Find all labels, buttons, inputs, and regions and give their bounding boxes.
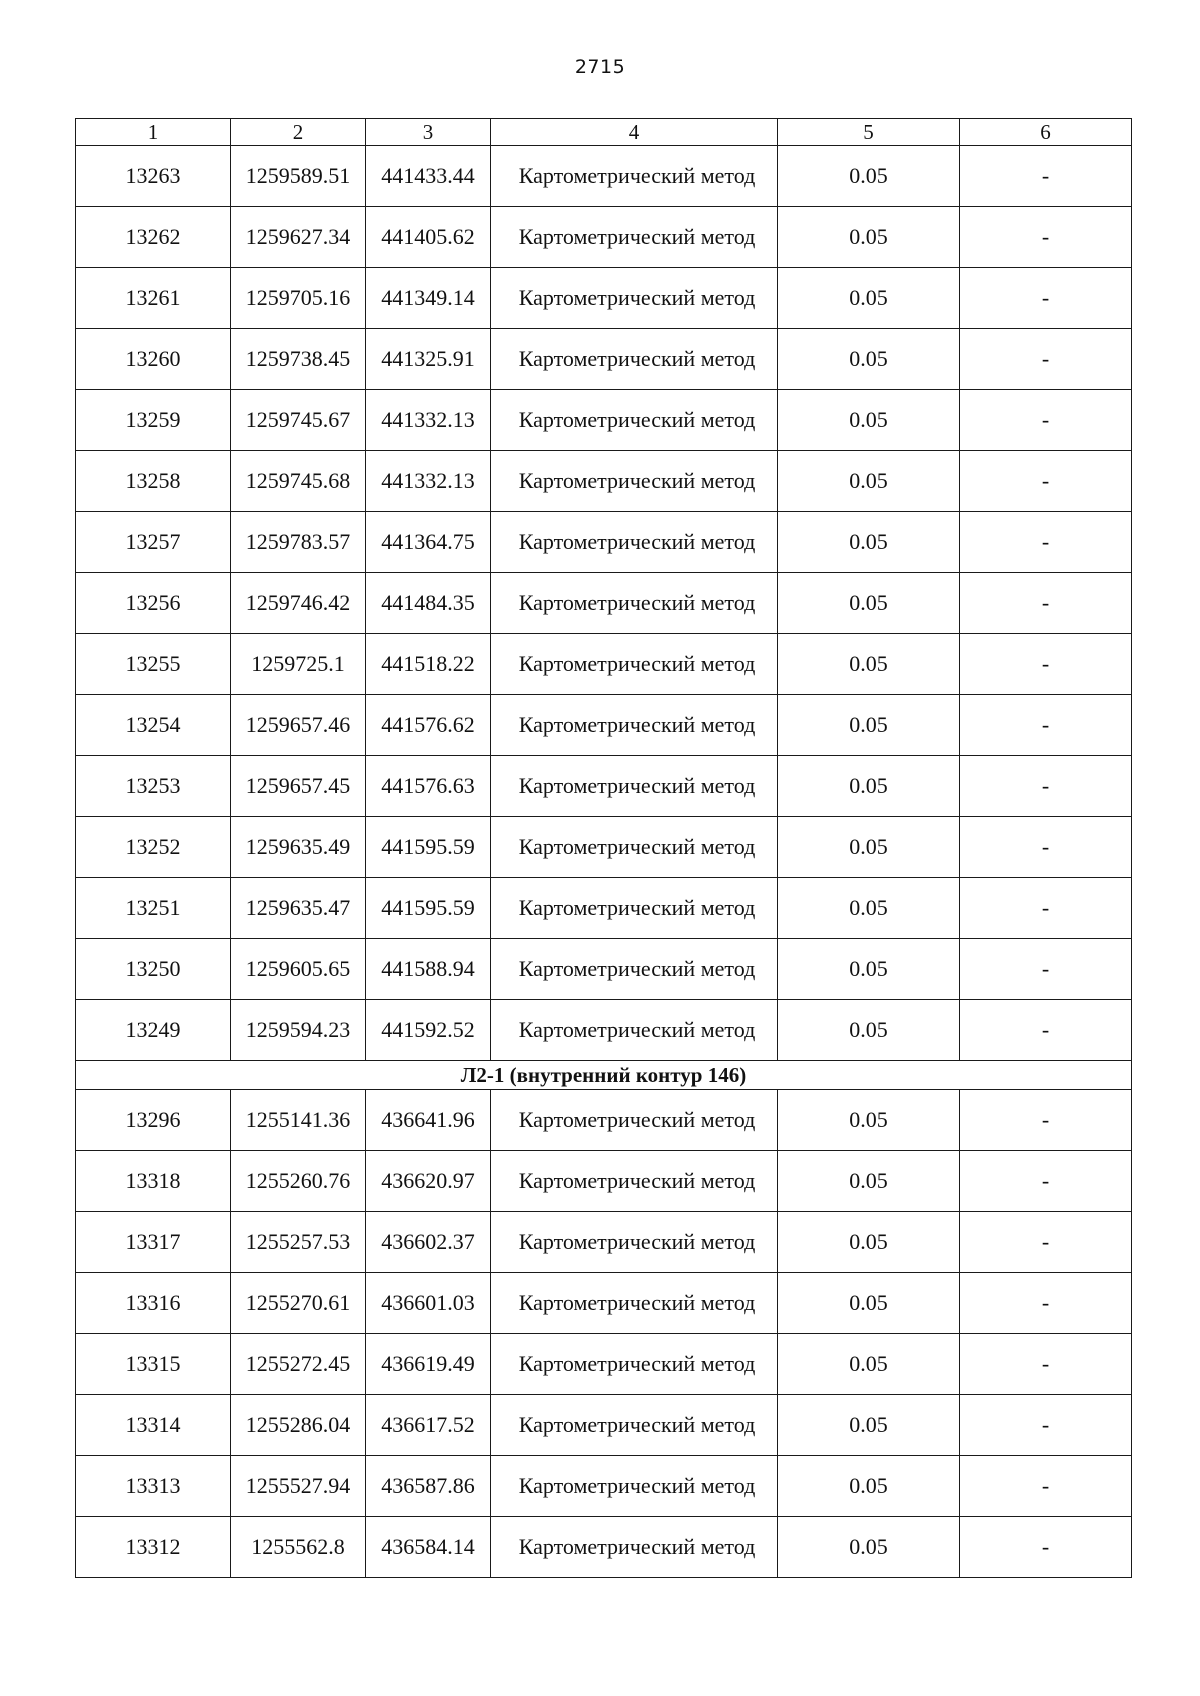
table-cell-col-5: 0.05 (778, 1517, 960, 1578)
table-cell-col-2: 1259705.16 (231, 268, 366, 329)
column-header: 3 (366, 119, 491, 146)
table-cell-col-6: - (960, 512, 1132, 573)
table-cell-col-2: 1259605.65 (231, 939, 366, 1000)
table-row (76, 1212, 1132, 1273)
table-cell-col-5: 0.05 (778, 1151, 960, 1212)
table-cell-col-1: 13316 (76, 1273, 231, 1334)
table-cell-col-3: 441405.62 (366, 207, 491, 268)
table-cell-col-2: 1259746.42 (231, 573, 366, 634)
table-cell-col-5: 0.05 (778, 1000, 960, 1061)
table-row (76, 268, 1132, 329)
table-cell-col-1: 13255 (76, 634, 231, 695)
table-cell-col-4: Картометрический метод (491, 573, 778, 634)
table-cell-col-6: - (960, 1395, 1132, 1456)
table-cell-col-3: 441576.62 (366, 695, 491, 756)
table-cell-col-4: Картометрический метод (491, 634, 778, 695)
table-header-row (76, 119, 1132, 146)
table-cell-col-2: 1259745.68 (231, 451, 366, 512)
table-cell-col-4: Картометрический метод (491, 1395, 778, 1456)
table-cell-col-2: 1259783.57 (231, 512, 366, 573)
table-body-lower (76, 1090, 1132, 1578)
table-cell-col-6: - (960, 573, 1132, 634)
table-row (76, 878, 1132, 939)
table-cell-col-2: 1255260.76 (231, 1151, 366, 1212)
table-cell-col-5: 0.05 (778, 939, 960, 1000)
table-cell-col-3: 441349.14 (366, 268, 491, 329)
table-cell-col-6: - (960, 1090, 1132, 1151)
table-cell-col-5: 0.05 (778, 634, 960, 695)
table-row (76, 1334, 1132, 1395)
table-row (76, 1090, 1132, 1151)
table-section (76, 1061, 1132, 1090)
table-body-upper (76, 146, 1132, 1061)
table-cell-col-2: 1259657.45 (231, 756, 366, 817)
table-cell-col-1: 13253 (76, 756, 231, 817)
table-cell-col-1: 13314 (76, 1395, 231, 1456)
table-cell-col-6: - (960, 146, 1132, 207)
column-header: 4 (491, 119, 778, 146)
table-row (76, 634, 1132, 695)
table-cell-col-3: 441518.22 (366, 634, 491, 695)
table-cell-col-1: 13296 (76, 1090, 231, 1151)
table-cell-col-3: 436601.03 (366, 1273, 491, 1334)
table-cell-col-6: - (960, 390, 1132, 451)
table-cell-col-2: 1259589.51 (231, 146, 366, 207)
table-cell-col-4: Картометрический метод (491, 1151, 778, 1212)
table-row (76, 1517, 1132, 1578)
table-cell-col-4: Картометрический метод (491, 329, 778, 390)
table-cell-col-6: - (960, 756, 1132, 817)
table-cell-col-6: - (960, 329, 1132, 390)
table-cell-col-5: 0.05 (778, 1273, 960, 1334)
table-cell-col-2: 1255562.8 (231, 1517, 366, 1578)
table-cell-col-3: 441576.63 (366, 756, 491, 817)
table-cell-col-1: 13257 (76, 512, 231, 573)
table-cell-col-6: - (960, 1151, 1132, 1212)
table-cell-col-1: 13260 (76, 329, 231, 390)
table-cell-col-5: 0.05 (778, 146, 960, 207)
table-cell-col-4: Картометрический метод (491, 1456, 778, 1517)
table-cell-col-5: 0.05 (778, 1395, 960, 1456)
table-cell-col-3: 441433.44 (366, 146, 491, 207)
table-cell-col-5: 0.05 (778, 695, 960, 756)
table-cell-col-5: 0.05 (778, 390, 960, 451)
table-cell-col-6: - (960, 634, 1132, 695)
column-header: 1 (76, 119, 231, 146)
table-cell-col-3: 436619.49 (366, 1334, 491, 1395)
table-cell-col-2: 1259627.34 (231, 207, 366, 268)
table-cell-col-1: 13256 (76, 573, 231, 634)
table-cell-col-1: 13250 (76, 939, 231, 1000)
table-row (76, 756, 1132, 817)
table-cell-col-2: 1259635.47 (231, 878, 366, 939)
table-row (76, 390, 1132, 451)
table-row (76, 451, 1132, 512)
table-cell-col-5: 0.05 (778, 1090, 960, 1151)
table-cell-col-5: 0.05 (778, 268, 960, 329)
table-cell-col-5: 0.05 (778, 1334, 960, 1395)
table-cell-col-3: 441592.52 (366, 1000, 491, 1061)
table-row (76, 207, 1132, 268)
table-cell-col-1: 13318 (76, 1151, 231, 1212)
table-cell-col-4: Картометрический метод (491, 1212, 778, 1273)
table-cell-col-2: 1255141.36 (231, 1090, 366, 1151)
table-cell-col-6: - (960, 1517, 1132, 1578)
table-cell-col-5: 0.05 (778, 756, 960, 817)
table-cell-col-6: - (960, 1212, 1132, 1273)
column-header: 6 (960, 119, 1132, 146)
table-cell-col-4: Картометрический метод (491, 146, 778, 207)
table-cell-col-1: 13249 (76, 1000, 231, 1061)
table-cell-col-6: - (960, 1273, 1132, 1334)
table-row (76, 512, 1132, 573)
table-cell-col-4: Картометрический метод (491, 939, 778, 1000)
table-cell-col-4: Картометрический метод (491, 268, 778, 329)
table-cell-col-6: - (960, 451, 1132, 512)
table-cell-col-4: Картометрический метод (491, 817, 778, 878)
table-cell-col-2: 1259745.67 (231, 390, 366, 451)
table-row (76, 1273, 1132, 1334)
table-cell-col-1: 13263 (76, 146, 231, 207)
table-cell-col-6: - (960, 1456, 1132, 1517)
table-cell-col-1: 13315 (76, 1334, 231, 1395)
table-row (76, 1456, 1132, 1517)
table-cell-col-4: Картометрический метод (491, 1334, 778, 1395)
table-cell-col-5: 0.05 (778, 817, 960, 878)
table-cell-col-4: Картометрический метод (491, 695, 778, 756)
page-number: 2715 (574, 56, 626, 78)
column-header: 2 (231, 119, 366, 146)
table-cell-col-2: 1259594.23 (231, 1000, 366, 1061)
table-cell-col-3: 441595.59 (366, 878, 491, 939)
section-row (76, 1061, 1132, 1090)
table-cell-col-3: 436584.14 (366, 1517, 491, 1578)
table-cell-col-6: - (960, 1000, 1132, 1061)
table-cell-col-1: 13313 (76, 1456, 231, 1517)
table-cell-col-1: 13251 (76, 878, 231, 939)
table-cell-col-2: 1255257.53 (231, 1212, 366, 1273)
table-cell-col-4: Картометрический метод (491, 1273, 778, 1334)
section-title: Л2-1 (внутренний контур 146) (76, 1061, 1132, 1090)
table-cell-col-4: Картометрический метод (491, 1090, 778, 1151)
table-row (76, 1151, 1132, 1212)
table-cell-col-4: Картометрический метод (491, 512, 778, 573)
table-cell-col-5: 0.05 (778, 878, 960, 939)
table-cell-col-2: 1259738.45 (231, 329, 366, 390)
table-cell-col-3: 436587.86 (366, 1456, 491, 1517)
table-cell-col-2: 1255527.94 (231, 1456, 366, 1517)
table-cell-col-3: 436641.96 (366, 1090, 491, 1151)
table-cell-col-3: 441364.75 (366, 512, 491, 573)
table-cell-col-1: 13252 (76, 817, 231, 878)
table-cell-col-4: Картометрический метод (491, 390, 778, 451)
table-cell-col-4: Картометрический метод (491, 207, 778, 268)
table-row (76, 573, 1132, 634)
table-cell-col-4: Картометрический метод (491, 1000, 778, 1061)
table-row (76, 1395, 1132, 1456)
table-cell-col-1: 13254 (76, 695, 231, 756)
table-cell-col-1: 13262 (76, 207, 231, 268)
table-cell-col-4: Картометрический метод (491, 451, 778, 512)
table-cell-col-3: 441332.13 (366, 390, 491, 451)
table-cell-col-3: 441325.91 (366, 329, 491, 390)
table-cell-col-4: Картометрический метод (491, 756, 778, 817)
table-cell-col-3: 436617.52 (366, 1395, 491, 1456)
table-cell-col-3: 441588.94 (366, 939, 491, 1000)
table-cell-col-2: 1259635.49 (231, 817, 366, 878)
table-cell-col-3: 441595.59 (366, 817, 491, 878)
table-row (76, 146, 1132, 207)
table-cell-col-5: 0.05 (778, 329, 960, 390)
table-cell-col-4: Картометрический метод (491, 1517, 778, 1578)
table-row (76, 817, 1132, 878)
table-cell-col-5: 0.05 (778, 1456, 960, 1517)
table-cell-col-1: 13258 (76, 451, 231, 512)
table-row (76, 695, 1132, 756)
table-cell-col-6: - (960, 695, 1132, 756)
table-cell-col-1: 13312 (76, 1517, 231, 1578)
table-cell-col-6: - (960, 1334, 1132, 1395)
table-cell-col-1: 13317 (76, 1212, 231, 1273)
table-cell-col-6: - (960, 878, 1132, 939)
table-cell-col-3: 436602.37 (366, 1212, 491, 1273)
table-cell-col-2: 1255272.45 (231, 1334, 366, 1395)
table-row (76, 939, 1132, 1000)
table-cell-col-3: 441484.35 (366, 573, 491, 634)
table-cell-col-5: 0.05 (778, 207, 960, 268)
table-cell-col-5: 0.05 (778, 1212, 960, 1273)
table-cell-col-3: 441332.13 (366, 451, 491, 512)
table-cell-col-3: 436620.97 (366, 1151, 491, 1212)
table-cell-col-5: 0.05 (778, 573, 960, 634)
table-cell-col-6: - (960, 939, 1132, 1000)
table-cell-col-6: - (960, 817, 1132, 878)
table-cell-col-6: - (960, 268, 1132, 329)
table-cell-col-2: 1255286.04 (231, 1395, 366, 1456)
table-cell-col-1: 13261 (76, 268, 231, 329)
table-cell-col-5: 0.05 (778, 451, 960, 512)
table-cell-col-2: 1259725.1 (231, 634, 366, 695)
coordinates-table (75, 118, 1132, 1578)
table-cell-col-2: 1259657.46 (231, 695, 366, 756)
column-header: 5 (778, 119, 960, 146)
table-cell-col-4: Картометрический метод (491, 878, 778, 939)
table-cell-col-6: - (960, 207, 1132, 268)
table-row (76, 329, 1132, 390)
table-cell-col-5: 0.05 (778, 512, 960, 573)
table-row (76, 1000, 1132, 1061)
table-cell-col-1: 13259 (76, 390, 231, 451)
table-cell-col-2: 1255270.61 (231, 1273, 366, 1334)
